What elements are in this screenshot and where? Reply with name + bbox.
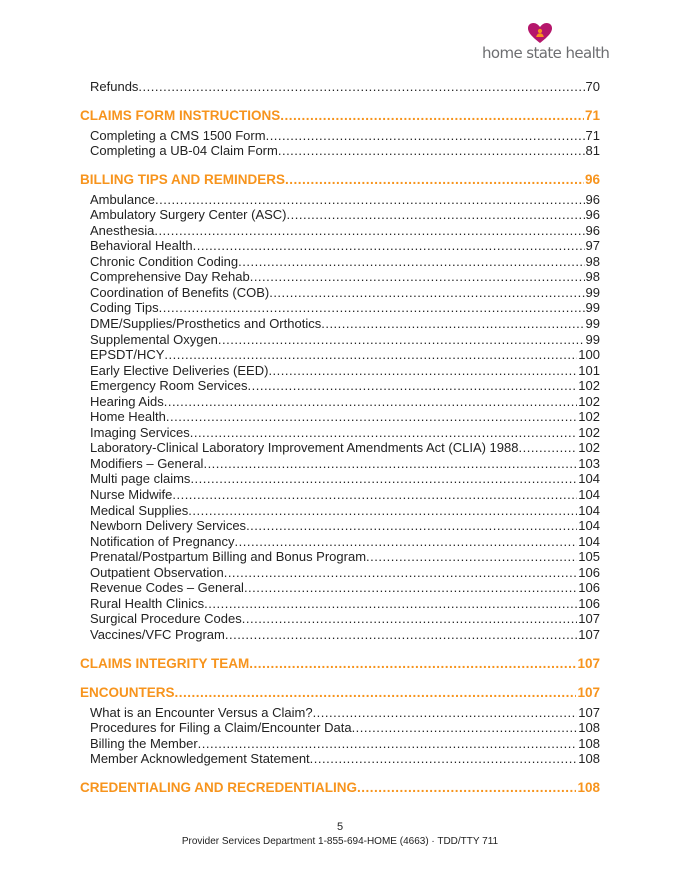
- toc-leader-dots: [166, 409, 577, 425]
- toc-page-number: 108: [578, 720, 600, 736]
- toc-leader-dots: [164, 394, 578, 410]
- toc-page-number: 106: [578, 595, 600, 611]
- toc-entry[interactable]: [80, 269, 600, 285]
- logo-wordmark: home state health: [482, 44, 610, 62]
- toc-label: Coding Tips: [90, 300, 159, 316]
- toc-entry[interactable]: [80, 580, 600, 596]
- toc-entry[interactable]: [80, 223, 600, 239]
- toc-leader-dots: [321, 316, 584, 332]
- toc-entry[interactable]: [80, 409, 600, 425]
- toc-entry[interactable]: [80, 611, 600, 627]
- toc-page-number: 108: [578, 751, 600, 767]
- page-number: 5: [336, 821, 344, 833]
- toc-leader-dots: [250, 269, 585, 285]
- toc-label: Revenue Codes – General: [90, 580, 244, 596]
- heart-logo-icon: [527, 22, 553, 44]
- toc-entry[interactable]: [80, 487, 600, 503]
- table-of-contents: [80, 79, 600, 796]
- toc-leader-dots: [204, 596, 577, 612]
- toc-leader-dots: [172, 487, 577, 503]
- toc-page-number: 106: [578, 564, 600, 580]
- toc-label: Modifiers – General: [90, 455, 204, 471]
- toc-page-number: 108: [578, 735, 600, 751]
- toc-page-number: 102: [578, 378, 600, 394]
- toc-entry[interactable]: [80, 503, 600, 519]
- toc-label: Hearing Aids: [90, 393, 164, 409]
- toc-page-number: 102: [578, 440, 600, 456]
- toc-entry[interactable]: [80, 143, 600, 159]
- toc-leader-dots: [268, 363, 577, 379]
- toc-label: Ambulatory Surgery Center (ASC): [90, 207, 287, 223]
- toc-page-number: 104: [578, 533, 600, 549]
- toc-entry[interactable]: [80, 378, 600, 394]
- toc-label: CLAIMS FORM INSTRUCTIONS: [80, 107, 281, 123]
- toc-leader-dots: [242, 611, 578, 627]
- toc-leader-dots: [266, 128, 585, 144]
- toc-label: Anesthesia: [90, 222, 155, 238]
- toc-page-number: 101: [578, 362, 600, 378]
- toc-page-number: 98: [585, 253, 600, 269]
- toc-leader-dots: [246, 518, 577, 534]
- toc-page-number: 102: [578, 424, 600, 440]
- toc-label: Emergency Room Services: [90, 378, 248, 394]
- toc-leader-dots: [244, 580, 577, 596]
- toc-page-number: 71: [585, 127, 600, 143]
- toc-section-heading[interactable]: [80, 685, 600, 701]
- toc-page-number: 104: [578, 487, 600, 503]
- toc-leader-dots: [193, 238, 585, 254]
- toc-section-heading[interactable]: [80, 108, 600, 124]
- toc-entry[interactable]: [80, 254, 600, 270]
- toc-leader-dots: [248, 378, 578, 394]
- toc-leader-dots: [138, 79, 584, 95]
- toc-leader-dots: [278, 143, 585, 159]
- toc-label: Member Acknowledgement Statement: [90, 751, 310, 767]
- toc-page-number: 99: [585, 284, 600, 300]
- toc-page-number: 107: [577, 655, 600, 671]
- toc-page-number: 97: [585, 238, 600, 254]
- toc-label: BILLING TIPS AND REMINDERS: [80, 171, 286, 187]
- toc-leader-dots: [518, 440, 577, 456]
- toc-label: Comprehensive Day Rehab: [90, 269, 250, 285]
- toc-label: Newborn Delivery Services: [90, 518, 247, 534]
- toc-entry[interactable]: [80, 596, 600, 612]
- toc-entry[interactable]: [80, 627, 600, 643]
- toc-leader-dots: [164, 347, 577, 363]
- toc-entry[interactable]: [80, 425, 600, 441]
- toc-entry[interactable]: [80, 471, 600, 487]
- toc-leader-dots: [280, 108, 584, 124]
- toc-entry[interactable]: [80, 736, 600, 752]
- toc-label: Coordination of Benefits (COB): [90, 284, 270, 300]
- toc-page-number: 102: [578, 393, 600, 409]
- toc-entry[interactable]: [80, 705, 600, 721]
- footer-contact: Provider Services Department 1-855-694-HOME (4663) · TDD/TTY 711: [181, 836, 499, 847]
- toc-page-number: 96: [585, 207, 600, 223]
- toc-leader-dots: [285, 172, 584, 188]
- toc-leader-dots: [352, 720, 578, 736]
- toc-entry[interactable]: [80, 534, 600, 550]
- toc-entry[interactable]: [80, 79, 600, 95]
- toc-leader-dots: [203, 456, 577, 472]
- toc-label: Surgical Procedure Codes: [90, 611, 242, 627]
- toc-page-number: 98: [585, 269, 600, 285]
- toc-entry[interactable]: [80, 456, 600, 472]
- toc-label: CREDENTIALING AND RECREDENTIALING: [80, 779, 358, 795]
- toc-page-number: 70: [585, 79, 600, 94]
- toc-label: Completing a UB-04 Claim Form: [90, 143, 278, 159]
- toc-page-number: 71: [584, 107, 600, 123]
- toc-section-heading[interactable]: [80, 172, 600, 188]
- toc-leader-dots: [366, 549, 577, 565]
- toc-label: Notification of Pregnancy: [90, 533, 235, 549]
- toc-page-number: 104: [578, 471, 600, 487]
- toc-page-number: 81: [585, 143, 600, 159]
- toc-entry[interactable]: [80, 285, 600, 301]
- toc-label: What is an Encounter Versus a Claim?: [90, 704, 313, 720]
- toc-page-number: 106: [578, 580, 600, 596]
- toc-label: Medical Supplies: [90, 502, 189, 518]
- toc-leader-dots: [190, 471, 577, 487]
- toc-label: CLAIMS INTEGRITY TEAM: [80, 655, 250, 671]
- toc-page-number: 99: [585, 300, 600, 316]
- toc-label: Billing the Member: [90, 735, 198, 751]
- toc-leader-dots: [155, 192, 584, 208]
- toc-label: Nurse Midwife: [90, 487, 173, 503]
- toc-page-number: 96: [584, 171, 600, 187]
- toc-label: Procedures for Filing a Claim/Encounter Data: [90, 720, 352, 736]
- toc-leader-dots: [175, 685, 577, 701]
- toc-leader-dots: [238, 254, 584, 270]
- toc-entry[interactable]: [80, 751, 600, 767]
- toc-label: Imaging Services: [90, 424, 190, 440]
- toc-label: Outpatient Observation: [90, 564, 224, 580]
- toc-leader-dots: [159, 300, 585, 316]
- toc-leader-dots: [249, 656, 576, 672]
- toc-leader-dots: [188, 503, 577, 519]
- toc-page-number: 107: [577, 684, 600, 700]
- toc-entry[interactable]: [80, 394, 600, 410]
- toc-label: Behavioral Health: [90, 238, 193, 254]
- toc-page-number: 99: [585, 316, 600, 332]
- toc-label: Multi page claims: [90, 471, 191, 487]
- toc-page-number: 102: [578, 409, 600, 425]
- toc-leader-dots: [269, 285, 584, 301]
- toc-label: DME/Supplies/Prosthetics and Orthotics: [90, 316, 322, 332]
- toc-label: Refunds: [90, 79, 139, 94]
- toc-label: Laboratory-Clinical Laboratory Improvement Amendments Act (CLIA) 1988: [90, 440, 519, 456]
- toc-entry[interactable]: [80, 347, 600, 363]
- toc-label: Chronic Condition Coding: [90, 253, 239, 269]
- toc-leader-dots: [287, 207, 585, 223]
- toc-leader-dots: [198, 736, 578, 752]
- toc-label: Supplemental Oxygen: [90, 331, 218, 347]
- toc-leader-dots: [218, 332, 585, 348]
- toc-section-heading[interactable]: [80, 780, 600, 796]
- toc-leader-dots: [224, 565, 578, 581]
- toc-leader-dots: [154, 223, 584, 239]
- toc-page-number: 105: [578, 549, 600, 565]
- toc-entry[interactable]: [80, 565, 600, 581]
- toc-entry[interactable]: [80, 192, 600, 208]
- toc-leader-dots: [310, 751, 578, 767]
- toc-page-number: 99: [585, 331, 600, 347]
- toc-entry[interactable]: [80, 128, 600, 144]
- toc-entry[interactable]: [80, 300, 600, 316]
- toc-entry[interactable]: [80, 316, 600, 332]
- toc-leader-dots: [190, 425, 578, 441]
- toc-entry[interactable]: [80, 207, 600, 223]
- toc-page-number: 107: [578, 626, 600, 642]
- toc-leader-dots: [235, 534, 578, 550]
- toc-page-number: 100: [578, 347, 600, 363]
- toc-page-number: 107: [578, 704, 600, 720]
- toc-label: Rural Health Clinics: [90, 595, 205, 611]
- toc-label: Home Health: [90, 409, 166, 425]
- toc-page-number: 107: [578, 611, 600, 627]
- toc-label: Early Elective Deliveries (EED): [90, 362, 269, 378]
- toc-entry[interactable]: [80, 363, 600, 379]
- toc-leader-dots: [225, 627, 577, 643]
- toc-leader-dots: [313, 705, 578, 721]
- toc-page-number: 104: [578, 502, 600, 518]
- toc-entry[interactable]: [80, 720, 600, 736]
- toc-entry[interactable]: [80, 518, 600, 534]
- toc-label: Vaccines/VFC Program: [90, 626, 225, 642]
- toc-leader-dots: [357, 780, 576, 796]
- toc-page-number: 96: [585, 191, 600, 207]
- toc-label: ENCOUNTERS: [80, 684, 175, 700]
- toc-entry[interactable]: [80, 549, 600, 565]
- toc-page-number: 104: [578, 518, 600, 534]
- toc-label: Ambulance: [90, 191, 156, 207]
- toc-entry[interactable]: [80, 440, 600, 456]
- toc-entry[interactable]: [80, 332, 600, 348]
- toc-label: Prenatal/Postpartum Billing and Bonus Program: [90, 549, 367, 565]
- toc-page-number: 103: [578, 455, 600, 471]
- toc-page-number: 108: [577, 779, 600, 795]
- home-state-health-logo: [482, 22, 610, 62]
- toc-section-heading[interactable]: [80, 656, 600, 672]
- toc-page-number: 96: [585, 222, 600, 238]
- toc-label: EPSDT/HCY: [90, 347, 165, 363]
- toc-entry[interactable]: [80, 238, 600, 254]
- toc-label: Completing a CMS 1500 Form: [90, 127, 266, 143]
